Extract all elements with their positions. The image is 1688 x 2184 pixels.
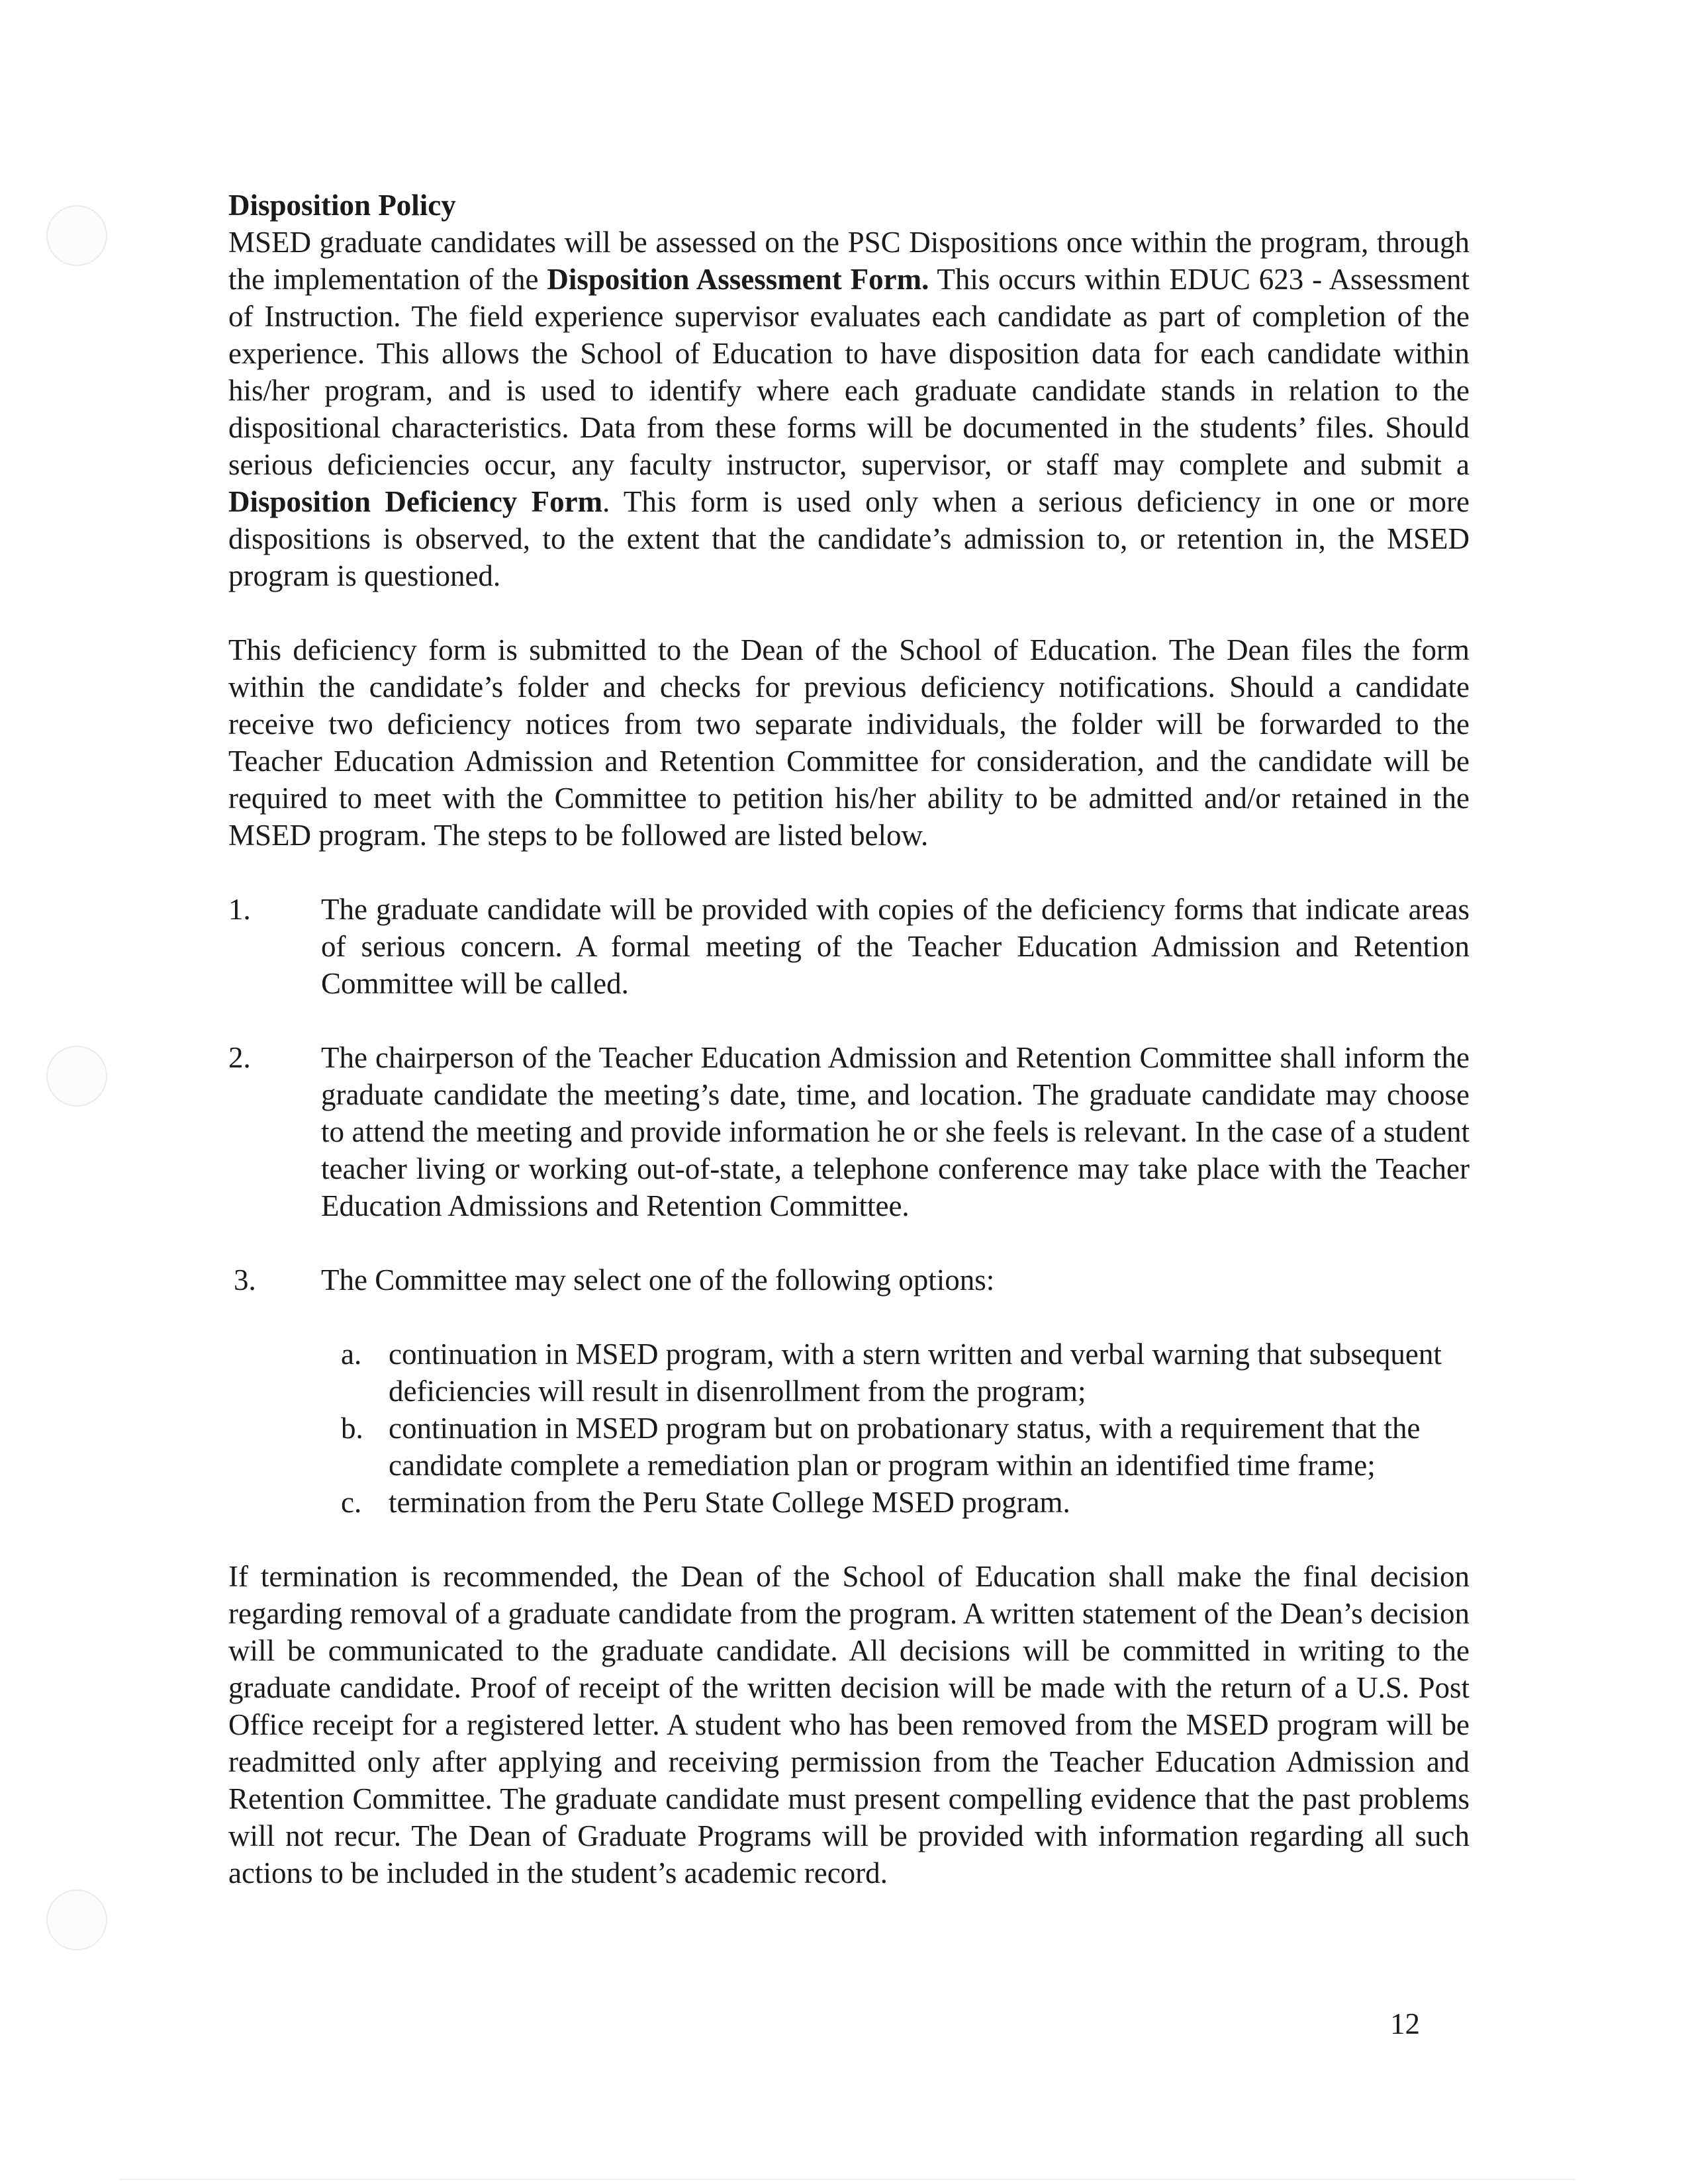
hole-punch-top: [46, 205, 107, 266]
step-body: [321, 1261, 1470, 1521]
option-item: [341, 1410, 1470, 1484]
document-body: [228, 187, 1470, 1891]
hole-punch-bottom: [46, 1889, 107, 1950]
scan-edge-divider: [119, 2179, 1575, 2180]
intro-text-1: MSED graduate candidates will be assessed on the PSC Dispositions once within the program, through the implementation of the: [228, 226, 1470, 296]
step-item: [228, 1261, 1470, 1521]
step-text: The chairperson of the Teacher Education Admission and Retention Committee shall inform the graduate candidate the meeting’s date, time, and location. The graduate candidate may choose to attend the meeting and provide information he or she feels is relevant. In the case of a student teacher living or working out-of-state, a telephone conference may take place with the Teacher Education Admissions and Retention Committee.: [321, 1041, 1470, 1222]
page-number: 12: [1390, 2007, 1420, 2040]
step-number: 1.: [228, 893, 251, 926]
option-text: continuation in MSED program but on probationary status, with a requirement that the candidate complete a remediation plan or program within an identified time frame;: [389, 1412, 1421, 1482]
deficiency-paragraph: This deficiency form is submitted to the Dean of the School of Education. The Dean files the form within the candidate’s folder and checks for previous deficiency notifications. Should a candidate receive two deficiency notices from two separate individuals, the folder will be forwarded to the Teacher Education Admission and Retention Committee for consideration, and the candidate will be required to meet with the Committee to petition his/her ability to be admitted and/or retained in the MSED program. The steps to be followed are listed below.: [228, 633, 1470, 852]
step-text: The Committee may select one of the following options:: [321, 1263, 995, 1297]
option-item: [341, 1484, 1470, 1521]
option-text: continuation in MSED program, with a stern written and verbal warning that subsequent deficiencies will result in disenrollment from the program;: [389, 1338, 1442, 1408]
option-letter: c.: [341, 1486, 362, 1519]
intro-text-3: . This form is used only when a serious deficiency in one or more dispositions is observed, to the extent that the candidate’s admission to, or retention in, the MSED program is questioned.: [228, 485, 1470, 592]
step-number: 3.: [234, 1263, 256, 1297]
option-letter: a.: [341, 1338, 362, 1371]
step-item: [228, 891, 1470, 1002]
steps-list: [228, 891, 1470, 1521]
step-text: The graduate candidate will be provided with copies of the deficiency forms that indicate areas of serious concern. A formal meeting of the Teacher Education Admission and Retention Committee will be called.: [321, 893, 1470, 1000]
options-list: [341, 1336, 1470, 1521]
disposition-deficiency-form-term: Disposition Deficiency Form: [228, 485, 603, 518]
option-letter: b.: [341, 1412, 363, 1445]
intro-text-2: This occurs within EDUC 623 - Assessment of Instruction. The field experience supervisor evaluates each candidate as part of completion of the experience. This allows the School of Education to have disposition data for each candidate within his/her program, and is used to identify where each graduate candidate stands in relation to the dispositional characteristics. Data from these forms will be documented in the students’ files. Should serious deficiencies occur, any faculty instructor, supervisor, or staff may complete and submit a: [228, 263, 1470, 481]
step-number: 2.: [228, 1041, 251, 1074]
step-item: [228, 1039, 1470, 1224]
hole-punch-middle: [46, 1046, 107, 1107]
closing-paragraph: If termination is recommended, the Dean of the School of Education shall make the final decision regarding removal of a graduate candidate from the program. A written statement of the Dean’s decision will be communicated to the graduate candidate. All decisions will be committed in writing to the graduate candidate. Proof of receipt of the written decision will be made with the return of a U.S. Post Office receipt for a registered letter. A student who has been removed from the MSED program will be readmitted only after applying and receiving permission from the Teacher Education Admission and Retention Committee. The graduate candidate must present compelling evidence that the past problems will not recur. The Dean of Graduate Programs will be provided with information regarding all such actions to be included in the student’s academic record.: [228, 1560, 1470, 1889]
disposition-assessment-form-term: Disposition Assessment Form.: [547, 263, 929, 296]
option-text: termination from the Peru State College MSED program.: [389, 1486, 1070, 1519]
intro-paragraph: [228, 224, 1470, 594]
section-heading: Disposition Policy: [228, 189, 456, 222]
option-item: [341, 1336, 1470, 1410]
